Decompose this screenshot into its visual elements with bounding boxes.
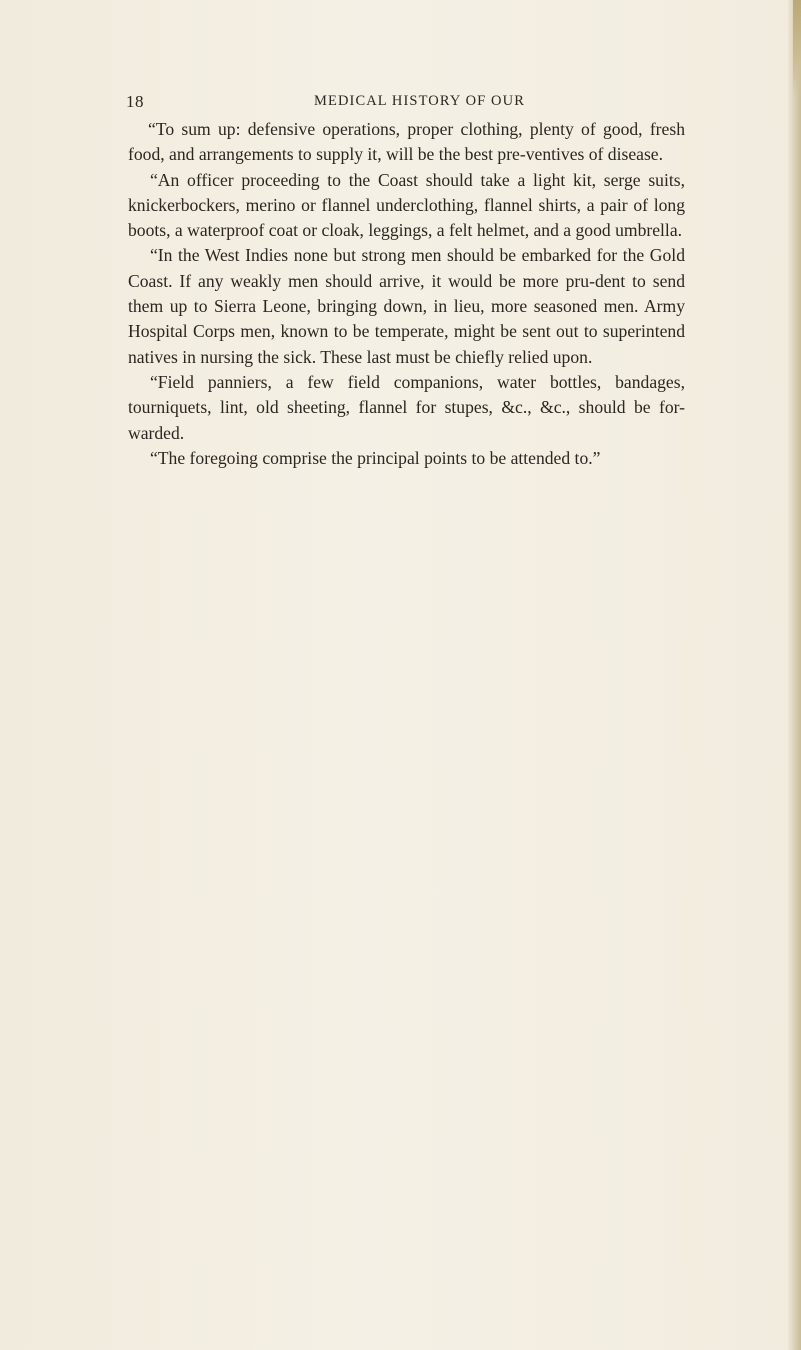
paragraph-officer-kit: “An officer proceeding to the Coast should take a light kit, serge suits, knickerbockers, merino or flannel underclothing, flannel shirts, a pair of long boots, a waterproof coat or cloak, leggings, a felt helmet, and a good umbrella. [128, 169, 685, 241]
running-header [126, 92, 686, 118]
paragraph-west-indies: “In the West Indies none but strong men should be embarked for the Gold Coast. If any weakly men should arrive, it would be more pru-dent to send them up to Sierra Leone, bringing down, in lieu, more seasoned men. Army Hospital Corps men, known to be temperate, might be sent out to superintend natives in nursing the sick. These last must be chiefly relied upon. [128, 245, 685, 367]
running-title: MEDICAL HISTORY OF OUR [314, 93, 525, 109]
body-text [128, 117, 685, 471]
paragraph-foregoing: “The foregoing comprise the principal points to be attended to.” [150, 447, 601, 468]
page-edge-mark [793, 0, 801, 95]
paragraph-field-panniers: “Field panniers, a few field companions, water bottles, bandages, tourniquets, lint, old sheeting, flannel for stupes, &c., &c., should be for-warded. [128, 371, 685, 443]
paragraph-sum-up: “To sum up: defensive operations, proper clothing, plenty of good, fresh food, and arrangements to supply it, will be the best pre-ventives of disease. [128, 119, 685, 165]
page-edge-shadow [787, 0, 801, 1350]
page-number: 18 [126, 92, 144, 111]
